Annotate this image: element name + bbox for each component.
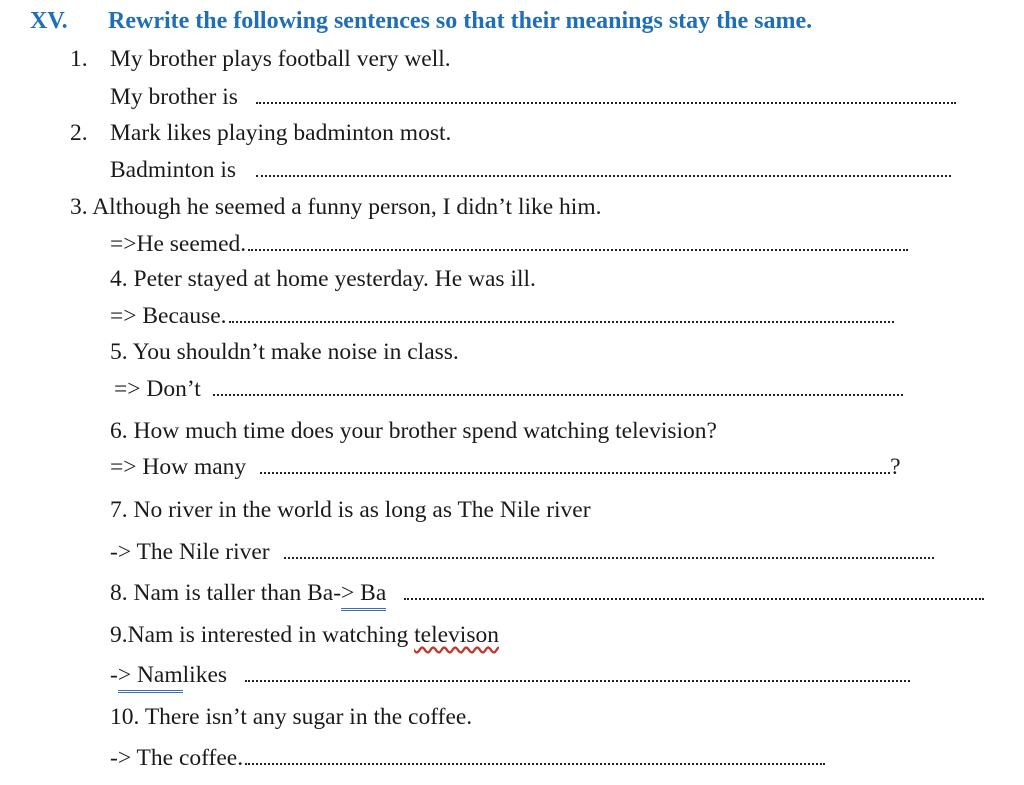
item-10-answer-line[interactable]: -> The coffee.	[110, 743, 825, 773]
answer-blank[interactable]	[260, 452, 890, 474]
item-10-sentence: 10. There isn’t any sugar in the coffee.	[110, 704, 473, 730]
answer-blank[interactable]	[245, 660, 910, 682]
item-3-sentence: 3. Although he seemed a funny person, I didn’t like him.	[70, 194, 602, 220]
answer-blank[interactable]	[256, 155, 951, 177]
answer-blank[interactable]	[404, 578, 984, 600]
item-4-sentence: 4. Peter stayed at home yesterday. He was ill.	[110, 266, 536, 292]
item-9-answer-line[interactable]: - > Nam likes	[110, 660, 910, 693]
item-8-line[interactable]: 8. Nam is taller than Ba- > Ba	[110, 578, 984, 611]
item-1-answer-line[interactable]: My brother is	[110, 82, 956, 112]
exercise-instruction: Rewrite the following sentences so that their meanings stay the same.	[108, 8, 813, 34]
spelling-error-word: televison	[414, 622, 499, 648]
exercise-heading	[30, 8, 812, 35]
item-6-answer-line[interactable]: => How many ?	[110, 454, 901, 480]
item-5-sentence: 5. You shouldn’t make noise in class.	[110, 339, 459, 365]
item-7-sentence: 7. No river in the world is as long as The Nile river	[110, 497, 591, 523]
item-5-answer-line[interactable]: => Don’t	[114, 374, 903, 404]
answer-blank[interactable]	[213, 374, 903, 396]
item-2-sentence: 2. Mark likes playing badminton most.	[70, 120, 452, 146]
answer-blank[interactable]	[248, 229, 908, 251]
item-7-answer-line[interactable]: -> The Nile river	[110, 537, 934, 567]
correction-mark: > Nam	[118, 660, 183, 693]
item-6-sentence: 6. How much time does your brother spend watching television?	[110, 418, 717, 444]
exercise-number: XV.	[30, 8, 68, 34]
top-edge	[0, 0, 1024, 6]
answer-blank[interactable]	[284, 537, 934, 559]
item-1-sentence: 1. My brother plays football very well.	[70, 46, 451, 72]
answer-blank[interactable]	[229, 301, 894, 323]
correction-mark: > Ba	[341, 578, 386, 611]
item-2-answer-line[interactable]: Badminton is	[110, 155, 951, 185]
answer-blank[interactable]	[256, 82, 956, 104]
answer-blank[interactable]	[245, 743, 825, 765]
item-4-answer-line[interactable]: => Because.	[110, 301, 894, 331]
item-3-answer-line[interactable]: =>He seemed.	[110, 229, 908, 259]
item-9-sentence: 9.Nam is interested in watching televison	[110, 622, 499, 648]
